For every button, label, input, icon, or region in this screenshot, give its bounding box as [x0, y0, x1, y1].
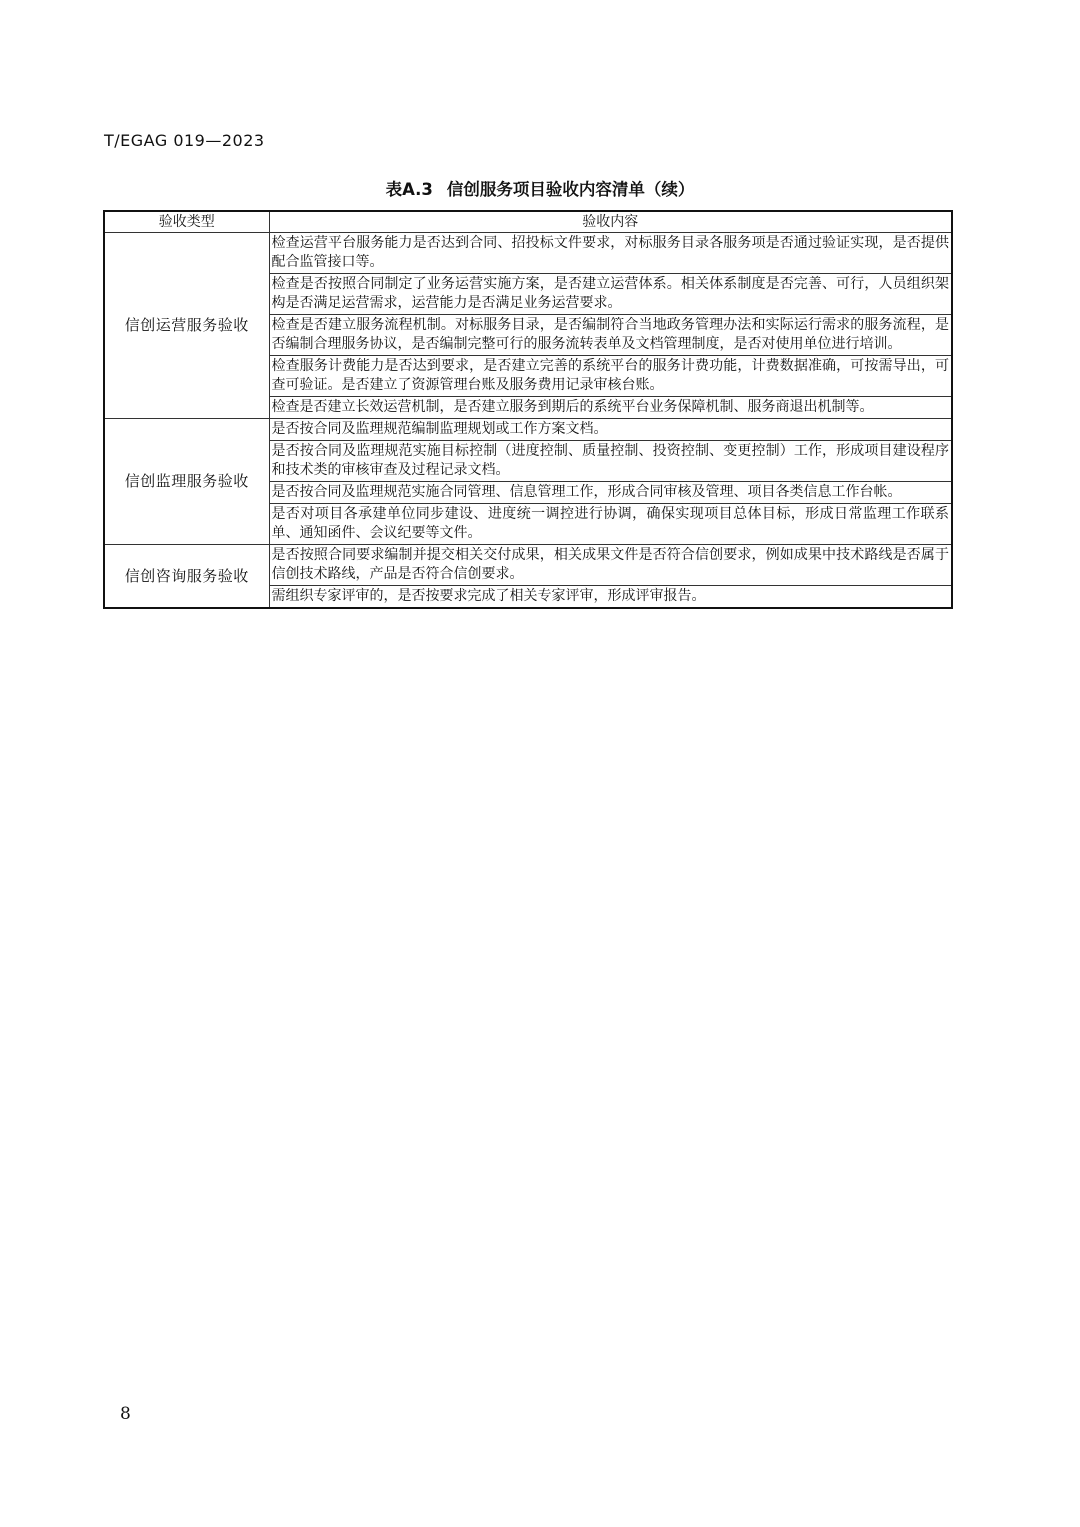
acceptance-type-consulting: 信创咨询服务验收 [104, 545, 269, 609]
table-header-row [104, 211, 952, 233]
table-row [104, 233, 952, 274]
table-row [104, 419, 952, 441]
table-caption-title: 信创服务项目验收内容清单（续） [446, 180, 695, 199]
acceptance-item: 是否按合同及监理规范实施目标控制（进度控制、质量控制、投资控制、变更控制）工作，形成项目建设程序和技术类的审核审查及过程记录文档。 [269, 441, 952, 482]
acceptance-type-supervision: 信创监理服务验收 [104, 419, 269, 545]
acceptance-item: 检查是否建立长效运营机制，是否建立服务到期后的系统平台业务保障机制、服务商退出机制等。 [269, 397, 952, 419]
acceptance-item: 是否按照合同要求编制并提交相关交付成果，相关成果文件是否符合信创要求，例如成果中技术路线是否属于信创技术路线，产品是否符合信创要求。 [269, 545, 952, 586]
acceptance-checklist-table [103, 210, 953, 609]
column-header-content: 验收内容 [269, 211, 952, 233]
column-header-type: 验收类型 [104, 211, 269, 233]
table-caption-number: 表A.3 [385, 180, 433, 199]
acceptance-item: 检查是否按照合同制定了业务运营实施方案，是否建立运营体系。相关体系制度是否完善、可行，人员组织架构是否满足运营需求，运营能力是否满足业务运营要求。 [269, 274, 952, 315]
acceptance-item: 是否对项目各承建单位同步建设、进度统一调控进行协调，确保实现项目总体目标，形成日常监理工作联系单、通知函件、会议纪要等文件。 [269, 504, 952, 545]
acceptance-item: 是否按合同及监理规范编制监理规划或工作方案文档。 [269, 419, 952, 441]
table-caption [0, 176, 1080, 200]
acceptance-item: 需组织专家评审的，是否按要求完成了相关专家评审，形成评审报告。 [269, 586, 952, 609]
acceptance-item: 检查服务计费能力是否达到要求，是否建立完善的系统平台的服务计费功能，计费数据准确，可按需导出，可查可验证。是否建立了资源管理台账及服务费用记录审核台账。 [269, 356, 952, 397]
acceptance-item: 是否按合同及监理规范实施合同管理、信息管理工作，形成合同审核及管理、项目各类信息工作台帐。 [269, 482, 952, 504]
acceptance-item: 检查是否建立服务流程机制。对标服务目录，是否编制符合当地政务管理办法和实际运行需求的服务流程，是否编制合理服务协议，是否编制完整可行的服务流转表单及文档管理制度，是否对使用单位进行培训。 [269, 315, 952, 356]
acceptance-item: 检查运营平台服务能力是否达到合同、招投标文件要求，对标服务目录各服务项是否通过验证实现，是否提供配合监管接口等。 [269, 233, 952, 274]
table-row [104, 545, 952, 586]
page-number: 8 [120, 1404, 131, 1424]
acceptance-type-operations: 信创运营服务验收 [104, 233, 269, 419]
document-code: T/EGAG 019—2023 [104, 131, 265, 150]
